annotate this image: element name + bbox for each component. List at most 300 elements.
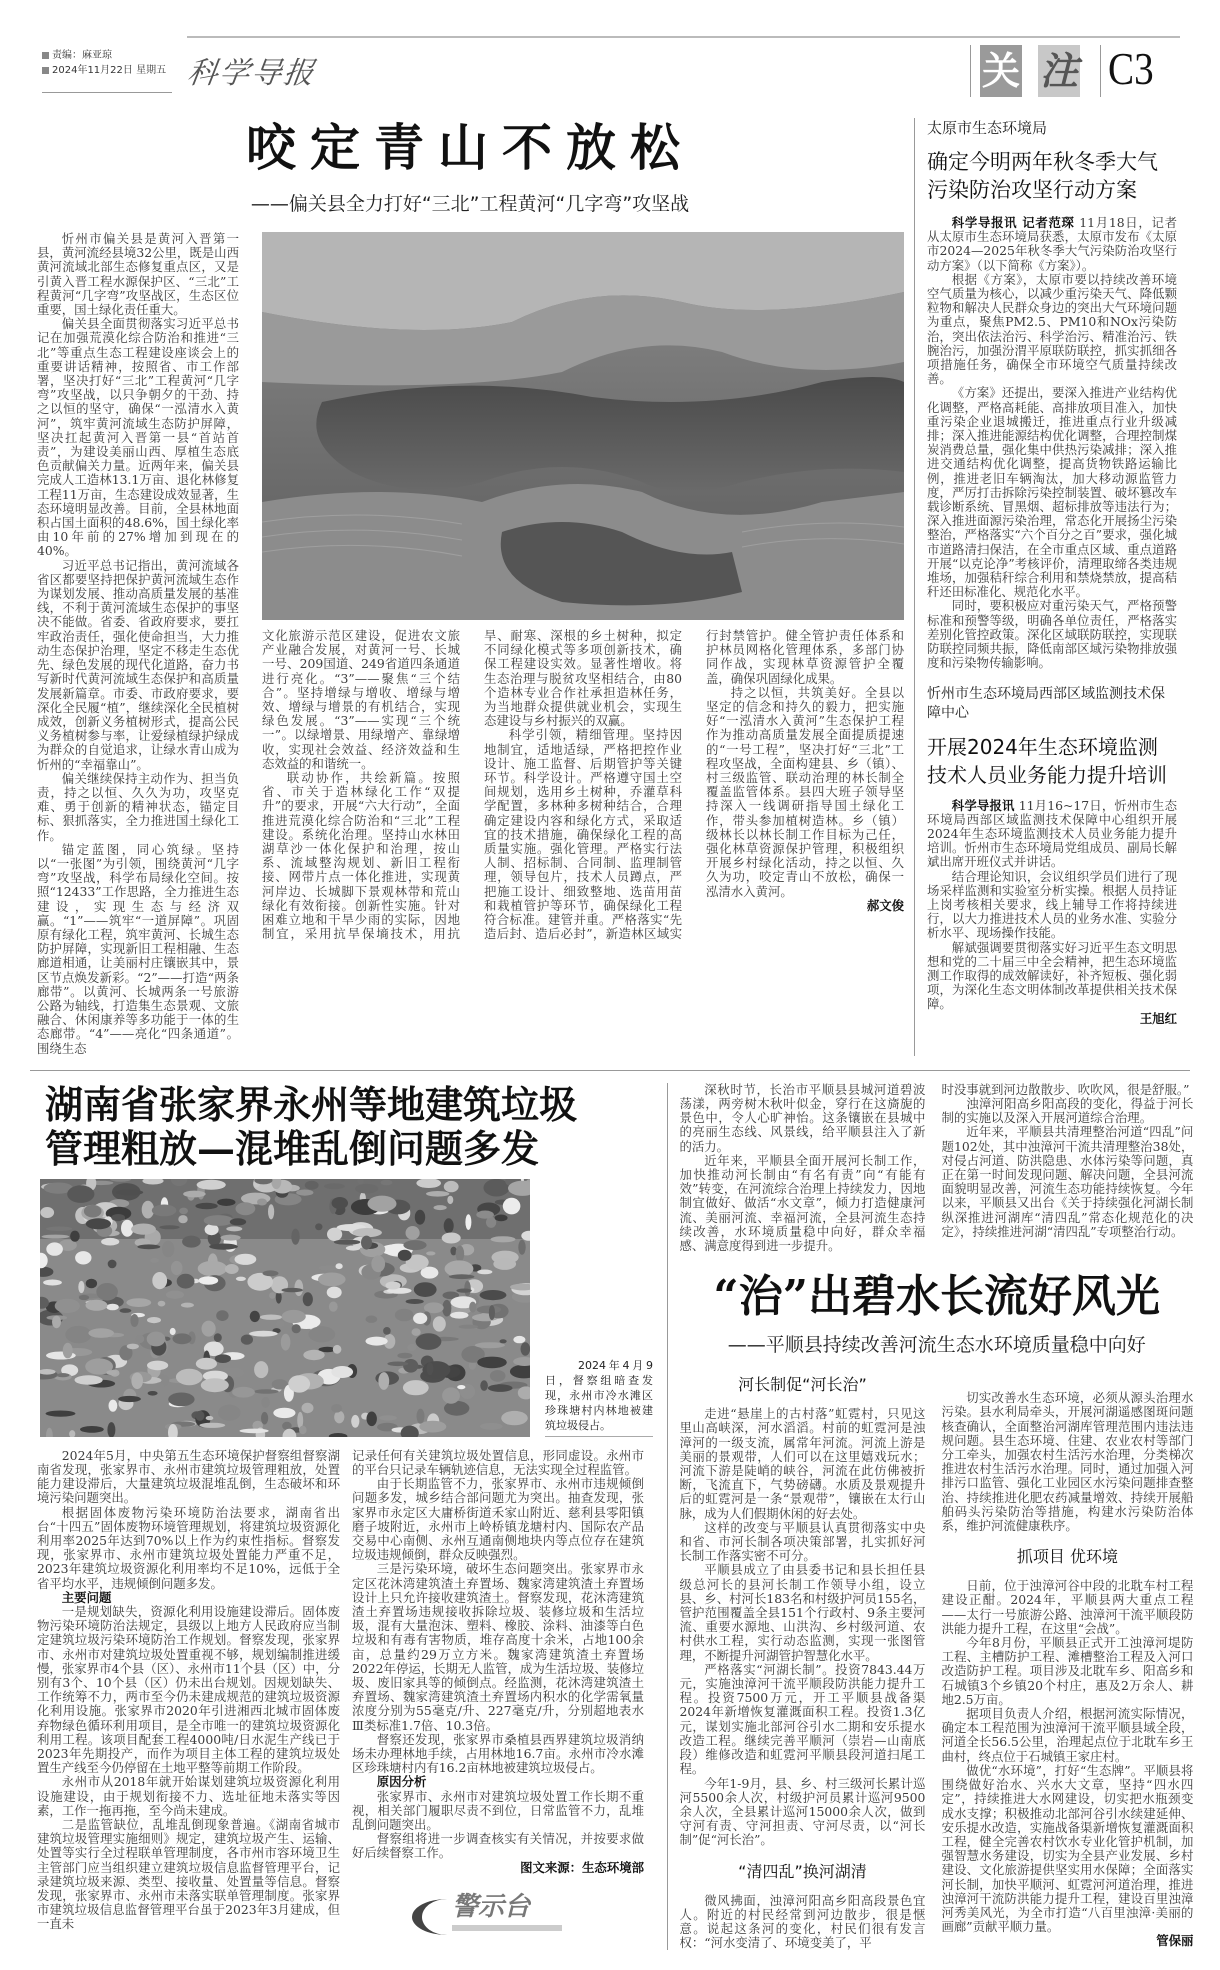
debris-texture	[491, 1236, 516, 1242]
subheadline: ——偏关县全力打好“三北”工程黄河“几字弯”攻坚战	[250, 193, 690, 215]
paragraph-text: 今年8月份，平顺县正式开工浊漳河堤防工程、主槽防护工程、滩槽整治工程及入河口改造防护工程。项目涉及北耽车乡、阳高乡和石城镇3个乡镇20个村庄，惠及2万余人、耕地2.5万亩。	[941, 1635, 1194, 1707]
debris-texture	[263, 1270, 279, 1276]
paragraph-text: 二是监管缺位，乱堆乱倒现象普遍。《湖南省城市建筑垃圾管理实施细则》规定，建筑垃圾产生、运输、处置等实行全过程联单管理制度，各市州市容环境卫生主管部门应当组织建立建筑垃圾信息监督管理平台，记录建筑垃圾来源、类型、接收量、处置量等信息。督察发现，张家界市、永州市未落实联单管理制度。张家界市建筑垃圾信息监督管理平台虽于2023年3月建成，但一直未	[37, 1817, 340, 1932]
debris-texture	[67, 1185, 94, 1203]
debris-texture	[101, 1238, 119, 1246]
sidebar-kicker: 忻州市生态环境局西部区域监测技术保障中心	[927, 685, 1165, 721]
debris-texture	[459, 1324, 479, 1328]
debris-texture	[226, 1226, 242, 1231]
debris-texture	[127, 1343, 139, 1349]
paragraph-text: 11月18日，记者从太原市生态环境局获悉，太原市发布《太原市2024—2025年秋冬季大气污染防治攻坚行动方案》（以下简称《方案》）。	[927, 215, 1177, 273]
debris-texture	[305, 1180, 319, 1189]
article-column	[679, 1083, 925, 1253]
debris-texture	[469, 1301, 476, 1312]
debris-texture	[40, 1207, 54, 1218]
photo-and-columns	[262, 232, 904, 941]
debris-texture	[201, 1378, 229, 1392]
paragraph-text: 由于长期监管不力，张家界市、永州市违规倾倒问题多发，城乡结合部问题尤为突出。抽查发现，张家界市永定区大庸桥街道禾家山附近、慈利县零阳镇磨子坡附近，永州市上岭桥镇龙塘村内、国际农产品交易中心南侧、永州互通南侧地块内等点位存在建筑垃圾违规倾倒，群众反映强烈。	[352, 1476, 644, 1563]
paragraph-text: 偏关县全面贯彻落实习近平总书记在加强荒漠化综合防治和推进“三北”等重点生态工程建设座谈会上的重要讲话精神，按照省、市工作部署，坚决打好“三北”工程黄河“几字弯”攻坚战，以只争朝夕的干劲、持之以恒的坚守，确保“一泓清水入黄河”，筑牢黄河流域生态防护屏障，坚决扛起黄河入晋第一县“首站首责”，为建设美丽山西、厚植生态底色贡献偏关力量。近两年来，偏关县完成人工造林13.1万亩、退化林修复工程11万亩，生态建设成效显著，生态环境明显改善。目前，全县林地面积占国土面积的48.6%，国土绿化率由10年前的27%增加到现在的40%。	[37, 316, 239, 559]
debris-texture	[308, 1326, 335, 1342]
paragraph	[679, 1407, 925, 1521]
headline-line-2: 管理粗放—混堆乱倒问题多发	[45, 1125, 540, 1171]
debris-texture	[178, 1215, 187, 1223]
debris-texture	[442, 1232, 461, 1243]
masthead	[0, 0, 1220, 110]
paragraph-text: 结合理论知识，会议组织学员们进行了现场采样监测和实验室分析实操。根据人员持证上岗考核相关要求，线上辅导工作将持续进行，以大力推进技术人员的业务水准、实验分析水平、现场操作技能。	[927, 868, 1177, 941]
debris-texture	[158, 1300, 166, 1306]
debris-texture	[147, 1360, 168, 1370]
debris-texture	[221, 1234, 241, 1240]
debris-texture	[351, 1415, 359, 1428]
debris-texture	[240, 1428, 269, 1433]
sidebar-article-xinzhou	[927, 685, 1177, 1026]
debris-texture	[147, 1331, 166, 1346]
paragraph	[927, 386, 1177, 599]
paragraph	[37, 317, 239, 558]
debris-texture	[120, 1308, 132, 1313]
section-subhead	[679, 1862, 925, 1882]
paragraph-text: 平顺县成立了由县委书记和县长担任县级总河长的县河长制工作领导小组，设立县、乡、村河长183名和村级护河员155名，管护范围覆盖全县151个行政村、9条主要河流、重要水源地、山洪沟、乡村级河道、农村供水工程，实行动态监测，实现一张图管理，不断提升河湖管护智慧化水平。	[679, 1562, 926, 1663]
paragraph-text: 根据固体废物污染环境防治法要求，湖南省出台“十四五”固体废物环境管理规划，将建筑垃圾资源化利用率2025年达到70%以上作为约束性指标。督察发现，张家界市、永州市建筑垃圾处置能力严重不足，2023年建筑垃圾资源化利用率均不足10%，远低于全省平均水平，违规倾倒问题多发。	[37, 1504, 340, 1591]
paragraph-text: 11月16~17日，忻州市生态环境局西部区域监测技术保障中心组织开展2024年生态环境监测技术人员业务能力提升培训。忻州市生态环境局党组成员、副局长解斌出席开班仪式并讲话。	[927, 797, 1178, 870]
paragraph	[352, 1562, 644, 1732]
paragraph	[37, 232, 239, 317]
debris-texture	[521, 1342, 531, 1355]
paragraph-text: 联动协作，共绘新篇。按照省、市关于造林绿化工作“双提升”的要求，开展“六大行动”，全面推进荒漠化综合防治和“三北”工程建设。系统化治理。坚持山水林田湖草沙一体化保护和治理，按山系、流域整沟规划、新旧工程衔接、网带片点一体化推进，实现黄河岸边、长城脚下景观林带和荒山绿化有效衔接。创新性实施。针对困难立地和干旱少雨的实际，因地制宜，采用抗旱保墒技术，用抗旱、耐寒、深根的乡土树种，拟定不同绿化模式等多项创新技术，确保工程建设实效。显著性增收。将生态治理与脱贫攻坚相结合，由80个造林专业合作社承担造林任务，为当地群众提供就业机会，实现生态建设与乡村振兴的双赢。	[262, 628, 682, 942]
bottom-section	[37, 1083, 1194, 1951]
debris-texture	[78, 1281, 84, 1293]
debris-texture	[282, 1422, 292, 1430]
debris-texture	[269, 1292, 275, 1299]
debris-texture	[65, 1326, 91, 1343]
pingshun-article	[679, 1083, 1194, 1951]
photo-caption: 2024年4月9日，督察组暗查发现，永州市冷水滩区珍珠塘村内林地被建筑垃圾侵占。	[545, 1358, 653, 1437]
debris-texture	[288, 1375, 310, 1392]
debris-texture	[135, 1335, 144, 1343]
debris-texture	[170, 1328, 176, 1335]
paragraph-text: 河长制促“河长治”	[738, 1375, 867, 1395]
paragraph-text: “清四乱”换河湖清	[738, 1861, 867, 1881]
section-char-2: 注	[1038, 45, 1080, 97]
editor-line	[42, 48, 166, 63]
paragraph-text: 切实改善水生态环境，必须从源头治理水污染。县水利局牵头，开展河湖遥感图斑问题核查确认，全面整治河湖库管理范围内违法违规问题。县生态环境、住建、农业农村等部门分工牵头，加强农村生活污水治理，分类梯次推进农村生活污水治理。同时，通过加强入河排污口监管、强化工业园区水污染问题排查整治、持续推进化肥农药减量增效、持续开展船舶码头污染防治等措施，构建水污染防治体系，维护河流健康秩序。	[941, 1390, 1194, 1534]
paragraph-text: 近年来，平顺县共清理整治河道“四乱”问题102处，其中浊漳河干流共清理整治38处，对侵占河道、防洪隐患、水体污染等问题，真正在第一时间发现问题、解决问题，全县河流面貌明显改善，河流生态功能持续恢复。今年以来，平顺县又出台《关于持续强化河湖长制纵深推进河湖库“清四乱”常态化规范化的决定》，持续推进河湖“清四乱”专项整治行动。	[941, 1124, 1194, 1239]
paragraph	[679, 1154, 925, 1253]
date-line	[42, 63, 166, 78]
paragraph	[679, 1563, 925, 1662]
feature-article	[37, 118, 904, 1056]
paragraph-text: 习近平总书记指出，黄河流域各省区都要坚持把保护黄河流域生态作为谋划发展、推动高质量发展的基准线，不利于黄河流域生态保护的事坚决不能做。省委、省政府要求，要扛牢政治责任，强化使命担当，大力推动生态保护治理，坚定不移走生态优先、绿色发展的现代化道路，奋力书写新时代黄河流域生态保护和高质量发展新篇章。市委、市政府要求，要深化全民履“植”，继续深化全民植树成效，创新义务植树形式，提高公民义务植树参与率，让爱绿植绿护绿成为群众的自觉追求，让绿水青山成为忻州的“幸福靠山”。	[37, 557, 239, 772]
debris-texture	[299, 1426, 307, 1434]
debris-texture	[434, 1205, 447, 1210]
paragraph	[941, 1636, 1193, 1707]
debris-texture	[381, 1179, 393, 1185]
debris-texture	[447, 1195, 453, 1203]
debris-texture	[130, 1314, 138, 1327]
debris-texture	[397, 1352, 412, 1358]
paragraph	[927, 216, 1177, 273]
headline: “治”出碧水长流好风光	[713, 1271, 1161, 1323]
debris-texture	[465, 1214, 471, 1230]
debris-texture	[331, 1404, 342, 1413]
sidebar-body	[927, 216, 1177, 671]
debris-texture	[355, 1184, 378, 1194]
debris-texture	[416, 1333, 442, 1350]
debris-texture	[96, 1283, 118, 1301]
paragraph	[679, 1083, 925, 1154]
paragraph-text: 走进“悬崖上的古村落”虹霓村，只见这里山高峡深，河水滔滔。村前的虹霓河是浊漳河的一级支流，属常年河流。河流上游是美丽的景观带，人们可以在这里嬉戏玩水；河流下游是陡峭的峡谷，河流在此仿佛被折断，飞流直下，气势磅礴。水质及景观提升后的虹霓河是一条“景观带”，镶嵌在太行山脉，成为人们假期休闲的好去处。	[679, 1406, 926, 1521]
debris-texture	[147, 1317, 161, 1323]
debris-texture	[181, 1302, 194, 1307]
debris-texture	[254, 1361, 268, 1378]
sidebar-kicker: 太原市生态环境局	[927, 119, 1048, 137]
paragraph	[352, 1477, 644, 1562]
logo-text: 警示台	[452, 1891, 531, 1922]
debris-texture	[56, 1373, 69, 1377]
debris-texture	[403, 1380, 429, 1395]
debris-texture	[131, 1223, 156, 1234]
sidebar-headline: 开展2024年生态环境监测技术人员业务能力提升培训	[927, 734, 1167, 787]
debris-texture	[70, 1230, 80, 1241]
debris-texture	[152, 1272, 167, 1289]
debris-texture	[159, 1225, 179, 1229]
debris-texture	[501, 1411, 528, 1425]
paragraph	[37, 1506, 340, 1591]
debris-texture	[490, 1370, 506, 1382]
debris-texture	[183, 1190, 206, 1197]
debris-texture	[225, 1264, 239, 1274]
debris-texture	[106, 1303, 118, 1310]
paragraph-text: 三是污染环境，破坏生态问题突出。张家界市永定区花沐湾建筑渣土弃置场、魏家湾建筑渣土弃置场设计上只允许接收建筑渣土。督察发现，花沐湾建筑渣土弃置场违规接收拆除垃圾、装修垃圾和生活垃圾，混有大量泡沫、塑料、橡胶、涂料、油漆等白色垃圾和有毒有害物质，堆存高度十余米，占地100余亩，总量约29万立方米。魏家湾建筑渣土弃置场2022年停运，长期无人监管，成为生活垃圾、装修垃圾、废旧家具等的倾倒点。经监测，花沐湾建筑渣土弃置场、魏家湾建筑渣土弃置场内积水的化学需氧量浓度分别为55毫克/升、227毫克/升，分别超地表水Ⅲ类标准1.7倍、10.3倍。	[352, 1561, 644, 1733]
paragraph-text: 科学引领，精细管理。坚持因地制宜，适地适绿，严格把控作业设计、施工监督、后期管护等关键环节。科学设计。严格遵守国土空间规划，选用乡土树种，乔灌草科学配置，多林种多树种结合，合理确定建设内容和绿化方式，采取适宜的技术措施，确保绿化工程的高质量实施。强化管理。严格实行法人制、招标制、合同制、监理制管理，领导包片，技术人员蹲点，严把施工设计、细致整地、选苗用苗和栽植管护等环节，确保绿化工程符合标准。建管并重。严格落实“先造后封、造后必封”，新造林区域实行封禁管护。健全管护责任体系和护林员网格化管理体系，多部门协同作战，实现林草资源管护全覆盖，确保巩固绿化成果。	[484, 628, 904, 942]
paragraph-text: 同时，要积极应对重污染天气，严格预警标准和预警等级，明确各单位责任，严格落实差别化管控政策。深化区域联防联控，实现联防联控同频共振，降低南部区域污染物排放强度和污染物传输影响。	[927, 598, 1177, 671]
paragraph	[941, 1125, 1193, 1239]
debris-texture	[406, 1226, 420, 1240]
section-subhead	[941, 1547, 1193, 1567]
paragraph	[352, 1733, 644, 1776]
paragraph	[927, 273, 1177, 387]
hunan-article	[37, 1083, 668, 1951]
paragraph-text: 督察还发现，张家界市桑植县西界建筑垃圾消纳场未办理林地手续，占用林地16.7亩。永州市冷水滩区珍珠塘村内有16.2亩林地被建筑垃圾侵占。	[352, 1731, 644, 1776]
debris-texture	[214, 1333, 222, 1342]
hunan-columns	[37, 1449, 656, 1941]
debris-texture	[294, 1279, 303, 1296]
debris-texture	[371, 1255, 385, 1272]
issue-date: 2024年11月22日 星期五	[52, 65, 167, 76]
article-column-text	[352, 1449, 644, 1875]
paragraph	[37, 843, 239, 1056]
sidebar-article-taiyuan	[927, 118, 1177, 671]
paragraph-text: 主要问题	[61, 1589, 112, 1605]
debris-texture	[75, 1375, 103, 1385]
debris-texture	[413, 1313, 427, 1324]
debris-texture	[398, 1249, 412, 1260]
sidebar-headline: 确定今明两年秋冬季大气污染防治攻坚行动方案	[927, 150, 1158, 202]
paragraph-text: 这样的改变与平顺县认真贯彻落实中央和省、市河长制各项决策部署，扎实抓好河长制工作落实密不可分。	[679, 1519, 926, 1564]
debris-texture	[480, 1423, 503, 1430]
paragraph-text: 近年来，平顺县全面开展河长制工作，加快推动河长制由“有名有责”向“有能有效”转变，在河流综合治理上持续发力，因地制宜做好、做活“水文章”，倾力打造健康河流、美丽河流、幸福河流，全县河流生态持续改善，水环境质量稳中向好，群众幸福感、满意度得到进一步提升。	[679, 1152, 926, 1254]
debris-texture	[291, 1228, 299, 1244]
debris-texture	[109, 1399, 118, 1411]
debris-texture	[329, 1301, 338, 1311]
debris-texture	[126, 1298, 151, 1307]
section-subhead	[352, 1775, 644, 1789]
debris-texture	[303, 1350, 324, 1360]
editor-name: 责编：麻亚琼	[52, 50, 112, 61]
debris-texture	[334, 1239, 361, 1244]
paragraph-text: 王旭红	[1139, 1010, 1177, 1026]
debris-texture	[403, 1240, 426, 1250]
divider	[1100, 45, 1101, 97]
paragraph-text: 记录任何有关建筑垃圾处置信息，形同虚设。永州市的平台只记录车辆轨迹信息，无法实现全过程监管。	[352, 1447, 644, 1477]
paragraph	[941, 1391, 1193, 1533]
paragraph	[352, 1832, 644, 1860]
paragraph	[262, 629, 460, 771]
paragraph-text: 日前，位于浊漳河谷中段的北耽车村工程建设正酣。2024年，平顺县两大重点工程——太行一号旅游公路、浊漳河干流平顺段防洪能力提升工程，在这里“会战”。	[941, 1578, 1194, 1636]
debris-texture	[195, 1203, 217, 1209]
debris-texture	[336, 1263, 343, 1269]
debris-texture	[148, 1391, 158, 1396]
section-char-1: 关	[980, 45, 1022, 97]
paragraph-text: 锚定蓝图，同心筑绿。坚持以“一张图”为引领，围绕黄河“几字弯”攻坚战，科学布局绿化空间。按照“12433”工作思路，全力推进生态建设，实现生态与经济双赢。“1”——筑牢“一道屏障”。巩固原有绿化工程，筑牢黄河、长城生态防护屏障，实现新旧工程相融、生态廊道相通，让美丽村庄镶嵌其中，景区节点焕发新彩。“2”——打造“两条廊带”。以黄河、长城两条一号旅游公路为轴线，打造集生态景观、文旅融合、休闲康养等多功能于一体的生态廊带。“4”——亮化“四条通道”。围绕生态	[37, 841, 239, 1056]
byline	[927, 1012, 1177, 1026]
article-column	[352, 1449, 644, 1941]
debris-texture	[107, 1422, 115, 1437]
debris-texture	[261, 1397, 270, 1408]
debris-texture	[282, 1288, 303, 1292]
debris-texture	[383, 1327, 391, 1335]
section-subhead	[679, 1375, 925, 1395]
paragraph	[679, 1521, 925, 1564]
byline	[352, 1861, 644, 1875]
debris-texture	[176, 1369, 203, 1385]
debris-texture	[236, 1276, 246, 1280]
debris-texture	[387, 1361, 408, 1366]
debris-texture	[52, 1315, 61, 1328]
debris-texture	[456, 1288, 471, 1292]
debris-texture	[155, 1382, 164, 1391]
paragraph-text: 偏关继续保持主动作为、担当负责，持之以恒、久久为功，攻坚克难、勇于创新的精神状态，锚定目标、狠抓落实，全力推进国土绿化工作。	[37, 770, 239, 843]
byline	[941, 1934, 1193, 1948]
byline	[706, 899, 904, 913]
divider	[970, 45, 971, 97]
debris-texture	[503, 1198, 521, 1215]
paragraph	[927, 799, 1177, 870]
debris-texture	[196, 1358, 217, 1370]
paragraph-text: 根据《方案》，太原市要以持续改善环境空气质量为核心，以减少重污染天气、降低颗粒物和解决人民群众身边的突出大气环境问题为重点，聚焦PM2.5、PM10和NOx污染防治，突出依法治污、科学治污、精准治污、铁腕治污，加强汾渭平原联防联控，抓实抓细各项措施任务，确保全市环境空气质量持续改善。	[927, 271, 1177, 387]
debris-texture	[199, 1422, 225, 1427]
paragraph	[37, 1775, 340, 1818]
paragraph	[352, 1790, 644, 1833]
debris-texture	[235, 1253, 257, 1264]
debris-texture	[366, 1336, 388, 1345]
logo-bar	[452, 1925, 562, 1931]
paragraph	[37, 1605, 340, 1775]
debris-texture	[209, 1243, 238, 1249]
debris-texture	[249, 1331, 278, 1337]
debris-texture	[444, 1181, 459, 1192]
debris-texture	[217, 1198, 235, 1205]
debris-texture	[236, 1202, 256, 1215]
newspaper-logo: 科学导报	[185, 56, 318, 91]
debris-texture	[261, 1412, 268, 1425]
section-divider	[30, 1070, 1190, 1071]
debris-texture	[198, 1261, 227, 1276]
paragraph-text: 抓项目 优环境	[1016, 1547, 1118, 1567]
headline: 咬定青山不放松	[246, 119, 694, 177]
debris-texture	[513, 1336, 525, 1343]
paragraph-text: 郝文俊	[866, 897, 904, 913]
debris-texture	[43, 1279, 62, 1285]
debris-texture	[442, 1387, 460, 1403]
debris-texture	[268, 1204, 274, 1219]
debris-texture	[257, 1198, 267, 1205]
debris-texture	[230, 1218, 246, 1225]
upper-columns	[679, 1083, 1194, 1253]
masthead-info	[42, 48, 166, 78]
debris-texture	[361, 1235, 372, 1249]
debris-texture	[422, 1361, 450, 1378]
paragraph	[941, 1083, 1193, 1097]
top-section	[37, 118, 1190, 1056]
paragraph-text: 原因分析	[376, 1774, 427, 1790]
article-column	[37, 232, 239, 1056]
debris-texture	[232, 1387, 255, 1398]
sidebar-body	[927, 799, 1177, 1026]
debris-texture	[108, 1259, 117, 1268]
debris-texture	[385, 1281, 400, 1289]
debris-texture	[475, 1342, 505, 1348]
debris-texture	[417, 1408, 425, 1423]
debris-texture	[426, 1251, 435, 1255]
debris-texture	[173, 1333, 192, 1344]
debris-texture	[331, 1366, 353, 1378]
debris-texture	[489, 1305, 495, 1320]
paragraph-text: 时没事就到河边散散步、吹吹风，很是舒服。”	[941, 1081, 1190, 1097]
debris-texture	[177, 1274, 195, 1289]
debris-texture	[367, 1411, 377, 1426]
photo-row	[37, 1179, 656, 1437]
debris-texture	[450, 1312, 468, 1319]
paragraph-text: 管保丽	[1156, 1933, 1194, 1949]
paragraph-text: 督察组将进一步调查核实有关情况，并按要求做好后续督察工作。	[352, 1831, 644, 1861]
debris-texture	[419, 1420, 446, 1432]
paragraph-text: 永州市从2018年就开始谋划建筑垃圾资源化利用设施建设，由于规划衔接不力、选址征地未落实等因素，工作一拖再拖，至今尚未建成。	[37, 1774, 340, 1818]
debris-texture	[131, 1372, 143, 1389]
paragraph-text: 深秋时节，长治市平顺县县城河道碧波荡漾，两旁树木秋叶似金，穿行在这旖旎的景色中，令人心旷神怡。这条镶嵌在县城中的亮丽生态线、风景线，给平顺县注入了新的活力。	[679, 1081, 926, 1154]
debris-texture	[168, 1392, 194, 1406]
debris-texture	[250, 1310, 260, 1321]
paragraph	[679, 1777, 925, 1848]
debris-texture	[318, 1272, 346, 1286]
debris-texture	[46, 1226, 72, 1231]
paragraph-text: 做优“水环境”，打好“生态牌”。平顺县将围绕做好治水、兴水大文章，坚持“四水四定”，持续推进大水网建设，切实把水瓶颈变成水支撑；积极推动北部河谷引水续建延伸、安乐提水改造，实施战备渠新增恢复灌溉面积工程，健全完善农村饮水专业化管护机制，加强智慧水务建设，切实为全县产业发展、乡村建设、文化旅游提供坚实用水保障；全面落实河长制，加快平顺河、虹霓河河道治理，推进浊漳河干流防洪能力提升工程，建设百里浊漳河秀美风光，为全市打造“八百里浊漳·美丽的画廊”贡献平顺力量。	[941, 1762, 1194, 1935]
debris-texture	[260, 1314, 282, 1319]
debris-texture	[86, 1279, 97, 1288]
paragraph	[941, 1707, 1193, 1764]
debris-texture	[46, 1242, 63, 1255]
debris-texture	[202, 1320, 216, 1336]
construction-waste-photo	[40, 1179, 530, 1437]
article-column	[679, 1361, 925, 1950]
sidebar	[914, 118, 1177, 1056]
headline	[45, 1083, 656, 1171]
paragraph-text: 忻州市偏关县是黄河入晋第一县，黄河流经县境32公里，既是山西黄河流域北部生态修复重点区，又是引黄入晋工程水源保护区、“三北”工程黄河“几字弯”攻坚战区，生态区位重要，国土绿化责任重大。	[37, 231, 239, 318]
debris-texture	[493, 1258, 516, 1270]
debris-texture	[426, 1191, 449, 1197]
debris-texture	[86, 1218, 111, 1229]
debris-texture	[273, 1407, 295, 1417]
debris-texture	[46, 1410, 76, 1416]
article-columns-below-photo	[262, 629, 904, 941]
warning-column-logo	[412, 1891, 644, 1941]
debris-texture	[55, 1298, 80, 1312]
debris-texture	[476, 1210, 494, 1218]
paragraph	[706, 686, 904, 899]
paragraph	[352, 1449, 644, 1477]
debris-texture	[414, 1282, 437, 1297]
subheadline: ——平顺县持续改善河流生态水环境质量稳中向好	[727, 1334, 1146, 1357]
debris-texture	[333, 1345, 342, 1354]
debris-texture	[150, 1258, 159, 1263]
paragraph	[679, 1894, 925, 1951]
waste-pile-photo	[40, 1179, 530, 1437]
debris-texture	[254, 1389, 279, 1394]
article-column	[37, 1449, 340, 1932]
debris-texture	[296, 1189, 313, 1195]
debris-texture	[179, 1207, 188, 1214]
paragraph-text: 2024年5月，中央第五生态环境保护督察组督察湖南省发现，张家界市、永州市建筑垃圾管理粗放，处置能力建设滞后，大量建筑垃圾混堆乱倒，生态破坏和环境污染问题突出。	[37, 1447, 340, 1506]
paragraph-text: 《方案》还提出，要深入推进产业结构优化调整，严格高耗能、高排放项目准入，加快重污染企业退城搬迁，推进重点行业升级减排；深入推进能源结构优化调整，合理控制煤炭消费总量，强化集中供热污染减排；深入推进交通结构优化调整，提高货物铁路运输比例，推进老旧车辆淘汰，加大移动源监管力度，严厉打击拆除污染控制装置、破坏篡改车载诊断系统、冒黑烟、超标排放等违法行为；深入推进面源污染治理，常态化开展扬尘污染整治，严格落实“六个百分之百”要求，强化城市道路清扫保洁，在全市重点区域、重点道路开展“以克论净”考核评价，清理取缔各类违规堆场，加强秸秆综合利用和禁烧禁放，提高秸秆还田标准化、规范化水平。	[927, 385, 1177, 600]
article-column	[941, 1391, 1193, 1948]
lower-columns	[679, 1361, 1194, 1950]
debris-texture	[292, 1324, 301, 1333]
debris-texture	[241, 1334, 253, 1344]
debris-texture	[197, 1180, 226, 1190]
debris-texture	[457, 1385, 465, 1389]
debris-texture	[315, 1223, 322, 1230]
debris-texture	[42, 1234, 70, 1238]
debris-texture	[303, 1292, 313, 1306]
divider	[42, 92, 172, 93]
dateline: 科学导报讯	[951, 797, 1015, 813]
debris-texture	[518, 1240, 525, 1255]
debris-texture	[79, 1295, 89, 1300]
debris-texture	[334, 1411, 344, 1424]
paragraph-text: 微风拂面，浊漳河阳高乡阳高段景色宜人。附近的村民经常到河边散步，很是惬意。说起这条河的变化，村民们很有发言权：“河水变清了、环境变美了，平	[679, 1892, 926, 1951]
paragraph	[941, 1097, 1193, 1125]
debris-texture	[477, 1269, 492, 1274]
debris-texture	[218, 1404, 241, 1420]
paragraph-text: 一是规划缺失，资源化利用设施建设滞后。固体废物污染环境防治法规定，县级以上地方人民政府应当制定建筑垃圾污染环境防治工作规划。督察发现，张家界市、永州市对建筑垃圾处置重视不够，规划编制推进缓慢，张家界市4个县（区）、永州市11个县（区）中，分别有3个、10个县（区）仍未出台规划。因规划缺失、工作统筹不力，两市至今仍未建成规范的建筑垃圾资源化利用设施。张家界市2020年引进湘西北城市固体废弃物绿色循环利用项目，是全市唯一的建筑垃圾资源化利用工程。该项目配套工程4000吨/日水泥生产线已于2023年先期投产，而作为项目主体工程的建筑垃圾处置生产线至今仍停留在土地平整等前期工作阶段。	[37, 1604, 340, 1776]
debris-texture	[444, 1218, 454, 1233]
paragraph-text: 文化旅游示范区建设，促进农文旅产业融合发展，对黄河一号、长城一号、209国道、249省道四条通道进行亮化。“3”——聚焦“三个结合”。坚持增绿与增收、增绿与增效、增绿与增景的有机结合，实现绿色发展。“3”——实现“三个统一”。以绿增景、用绿增产、靠绿增收，实现社会效益、经济效益和生态效益的和谐统一。	[262, 628, 460, 771]
feature-body	[37, 232, 904, 1056]
debris-texture	[86, 1300, 108, 1311]
debris-texture	[495, 1214, 508, 1221]
debris-texture	[215, 1354, 231, 1363]
debris-texture	[477, 1356, 507, 1368]
debris-texture	[182, 1235, 201, 1247]
debris-texture	[84, 1205, 102, 1218]
debris-texture	[366, 1315, 378, 1322]
paragraph	[927, 870, 1177, 941]
debris-texture	[324, 1183, 345, 1189]
paragraph-text: 解斌强调要贯彻落实好习近平生态文明思想和党的二十届三中全会精神，把生态环境监测工作取得的成效解读好，补齐短板、强化弱项，为深化生态文明体制改革提供相关技术保障。	[927, 939, 1177, 1012]
debris-texture	[216, 1310, 228, 1321]
section-subhead	[37, 1591, 340, 1605]
debris-texture	[378, 1372, 389, 1390]
